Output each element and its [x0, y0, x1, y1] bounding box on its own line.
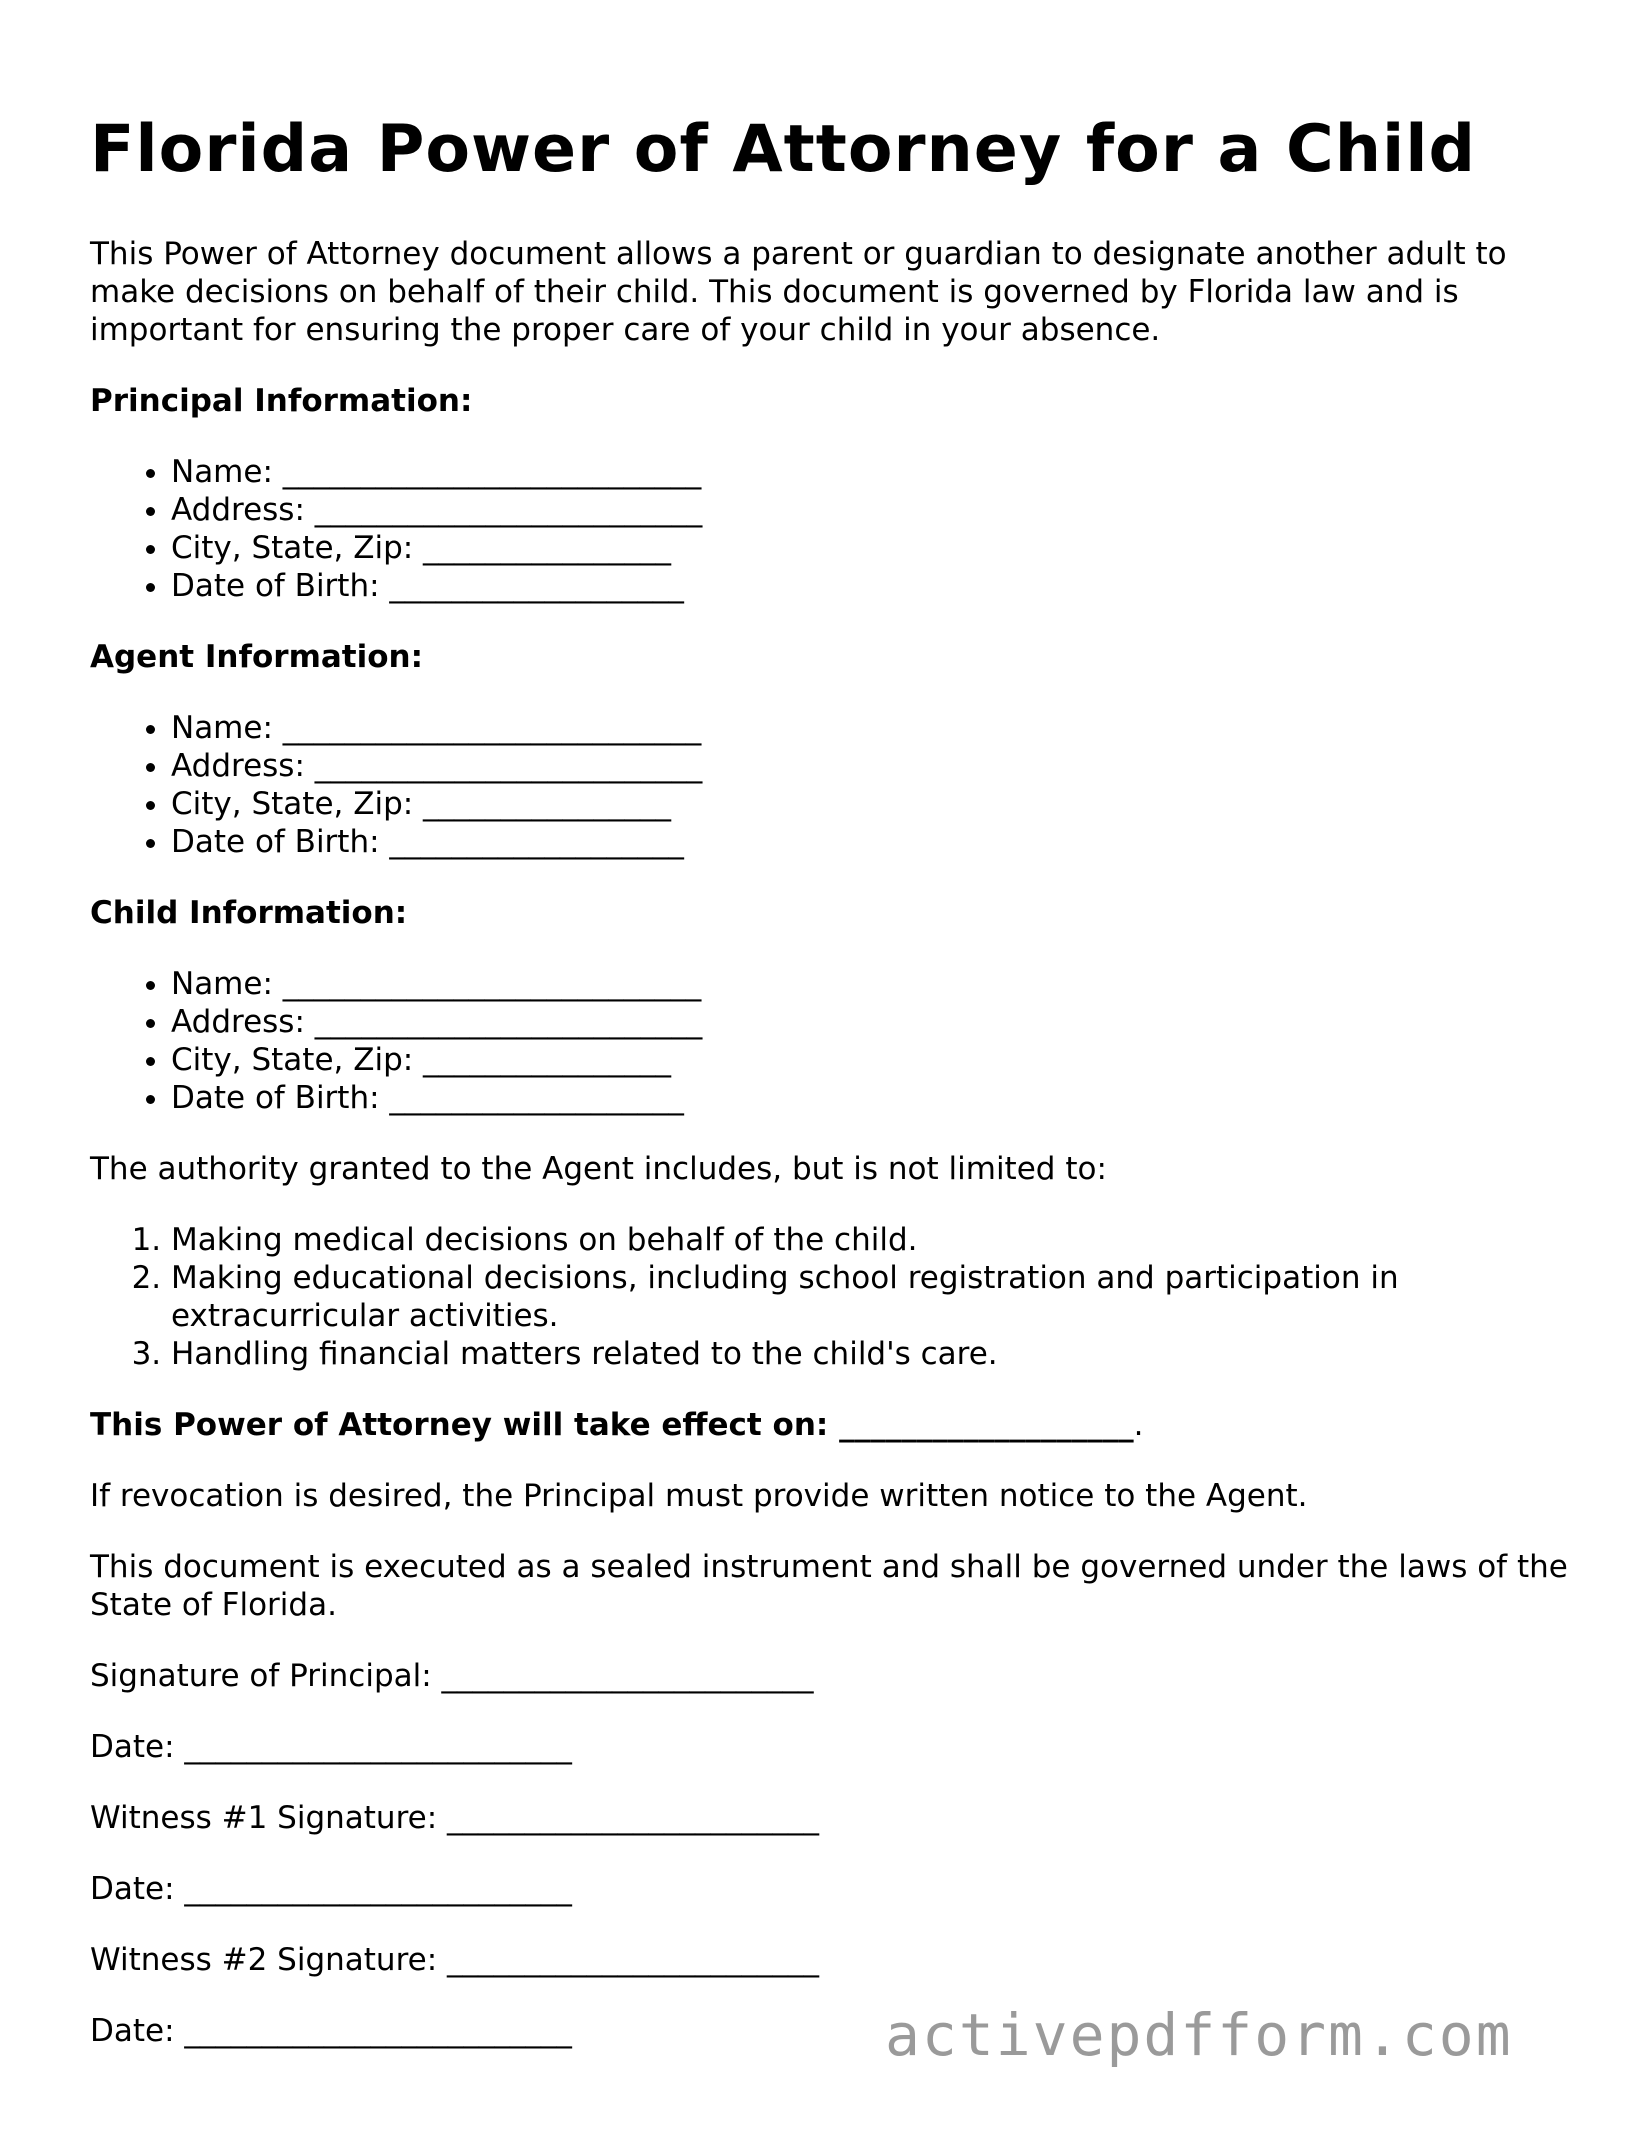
authority-item: 3. Handling financial matters related to the child's care.	[171, 1335, 1570, 1373]
authority-item: 1. Making medical decisions on behalf of the child.	[171, 1221, 1570, 1259]
witness2-signature-line: Witness #2 Signature: ________________________	[90, 1942, 820, 1978]
document-page	[90, 110, 1570, 2083]
agent-heading: Agent Information:	[90, 639, 423, 675]
principal-signature-line: Signature of Principal: ________________________	[90, 1658, 814, 1694]
effective-date-label: This Power of Attorney will take effect on: ___________________	[90, 1407, 1134, 1443]
child-address-field: • Address: _________________________	[171, 1003, 1570, 1041]
child-dob-field: • Date of Birth: ___________________	[171, 1079, 1570, 1117]
page-title: Florida Power of Attorney for a Child	[90, 112, 1477, 187]
witness1-date-line: Date: _________________________	[90, 1871, 572, 1907]
child-name-field: • Name: ___________________________	[171, 965, 1570, 1003]
witness2-date-line: Date: _________________________	[90, 2013, 572, 2049]
authority-item: 2. Making educational decisions, including school registration and participation in extracurricular activities.	[171, 1259, 1570, 1335]
effective-date-period: .	[1133, 1407, 1144, 1443]
principal-city-field: • City, State, Zip: ________________	[171, 529, 1570, 567]
principal-heading: Principal Information:	[90, 383, 473, 419]
agent-address-field: • Address: _________________________	[171, 747, 1570, 785]
intro-paragraph: This Power of Attorney document allows a parent or guardian to designate another adult to make decisions on behalf of their child. This document is governed by Florida law and is important for ensuring the proper care of your child in your absence.	[90, 236, 1507, 348]
agent-city-field: • City, State, Zip: ________________	[171, 785, 1570, 823]
principal-dob-field: • Date of Birth: ___________________	[171, 567, 1570, 605]
child-fields	[90, 965, 1570, 1117]
agent-dob-field: • Date of Birth: ___________________	[171, 823, 1570, 861]
effective-date-line	[90, 1406, 1570, 1444]
watermark-text: activepdfform.com	[885, 2001, 1513, 2069]
child-heading: Child Information:	[90, 895, 408, 931]
principal-name-field: • Name: ___________________________	[171, 453, 1570, 491]
principal-address-field: • Address: _________________________	[171, 491, 1570, 529]
principal-fields	[90, 453, 1570, 605]
authority-intro: The authority granted to the Agent includes, but is not limited to:	[90, 1151, 1107, 1187]
child-city-field: • City, State, Zip: ________________	[171, 1041, 1570, 1079]
agent-name-field: • Name: ___________________________	[171, 709, 1570, 747]
governing-law-paragraph: This document is executed as a sealed instrument and shall be governed under the laws of the State of Florida.	[90, 1549, 1568, 1623]
agent-fields	[90, 709, 1570, 861]
authority-list	[90, 1221, 1570, 1373]
principal-date-line: Date: _________________________	[90, 1729, 572, 1765]
revocation-paragraph: If revocation is desired, the Principal must provide written notice to the Agent.	[90, 1478, 1308, 1514]
witness1-signature-line: Witness #1 Signature: ________________________	[90, 1800, 820, 1836]
